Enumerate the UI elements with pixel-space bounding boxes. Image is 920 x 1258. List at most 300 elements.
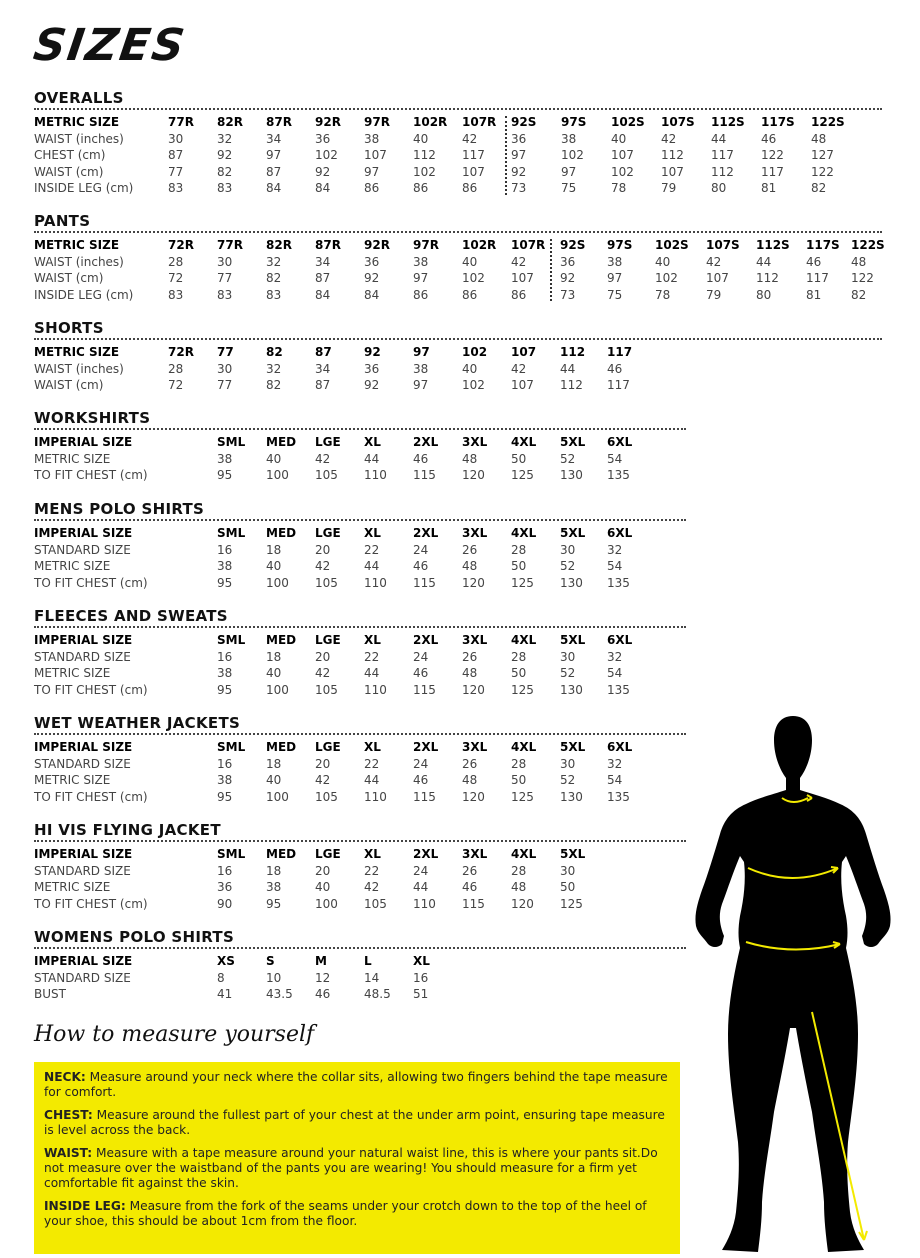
table-cell: 135	[607, 468, 630, 482]
row-label: IMPERIAL SIZE	[34, 435, 133, 449]
table-cell: 44	[364, 666, 380, 680]
table-cell: 115	[413, 468, 436, 482]
table-cell: 105	[315, 468, 338, 482]
table-cell: 125	[511, 789, 534, 804]
table-cell: 30	[560, 542, 576, 557]
table-cell: 42	[511, 254, 527, 269]
table-cell: 32	[217, 131, 233, 146]
table-cell: 6XL	[607, 633, 633, 647]
table-cell: 77	[217, 271, 233, 285]
table-cell: 42	[462, 131, 478, 146]
table-cell: 82	[217, 164, 233, 179]
table-cell: 22	[364, 756, 380, 771]
table-cell: 100	[266, 468, 289, 482]
table-cell: 36	[364, 361, 380, 376]
table-cell: 130	[560, 575, 583, 590]
table-cell: 112	[756, 271, 779, 285]
table-cell: 97R	[413, 238, 439, 252]
row-label: IMPERIAL SIZE	[34, 954, 133, 968]
table-cell: 80	[711, 181, 727, 195]
table-cell: 5XL	[560, 740, 586, 754]
table-cell: 26	[462, 756, 478, 771]
table-cell: 30	[168, 131, 184, 146]
table-cell: 22	[364, 542, 380, 557]
table-cell: 95	[217, 468, 233, 482]
table-cell: 125	[511, 468, 534, 482]
table-cell: 122	[811, 164, 834, 179]
table-cell: 122	[761, 148, 784, 162]
table-cell: 46	[413, 666, 429, 680]
table-cell: 92	[217, 148, 233, 162]
table-cell: MED	[266, 633, 297, 647]
table-cell: 87	[315, 378, 331, 392]
table-cell: 107R	[511, 238, 546, 252]
table-cell: 87	[315, 271, 331, 285]
table-cell: 82	[266, 345, 283, 359]
table-cell: 130	[560, 789, 583, 804]
row-label: METRIC SIZE	[34, 238, 120, 252]
row-label: METRIC SIZE	[34, 451, 111, 466]
table-cell: 97	[607, 271, 623, 285]
table-cell: 110	[364, 468, 387, 482]
table-cell: 48	[462, 559, 478, 573]
table-cell: 44	[364, 773, 380, 787]
table-cell: 120	[462, 468, 485, 482]
table-cell: 83	[266, 287, 282, 302]
row-label: INSIDE LEG (cm)	[34, 181, 134, 195]
table-cell: 115	[413, 575, 436, 590]
table-cell: 130	[560, 682, 583, 697]
table-cell: 135	[607, 682, 630, 697]
table-cell: 79	[706, 287, 722, 302]
table-cell: 28	[511, 649, 527, 664]
table-cell: 117	[806, 271, 829, 285]
table-cell: 40	[266, 451, 282, 466]
table-cell: 135	[607, 575, 630, 590]
table-cell: 3XL	[462, 435, 488, 449]
row-label: IMPERIAL SIZE	[34, 633, 133, 647]
table-cell: 46	[806, 254, 822, 269]
table-cell: 50	[511, 773, 527, 787]
table-cell: 120	[462, 789, 485, 804]
table-cell: 6XL	[607, 526, 633, 540]
table-cell: 52	[560, 559, 576, 573]
table-cell: 86	[462, 287, 478, 302]
table-cell: 102	[315, 148, 338, 162]
table-cell: 2XL	[413, 526, 439, 540]
table-cell: 54	[607, 666, 623, 680]
table-cell: 2XL	[413, 435, 439, 449]
table-row	[34, 558, 882, 575]
row-label: METRIC SIZE	[34, 773, 111, 787]
table-cell: 81	[761, 181, 777, 195]
table-cell: LGE	[315, 526, 341, 540]
row-label: TO FIT CHEST (cm)	[34, 682, 148, 697]
table-cell: 82	[811, 181, 827, 195]
table-cell: 87R	[266, 115, 292, 129]
table-cell: 78	[611, 181, 627, 195]
table-cell: 102S	[611, 115, 645, 129]
table-cell: 125	[560, 896, 583, 911]
table-cell: 24	[413, 863, 429, 878]
table-cell: 30	[560, 756, 576, 771]
table-cell: 30	[560, 649, 576, 664]
table-cell: 95	[266, 896, 282, 911]
table-cell: 46	[413, 773, 429, 787]
table-cell: S	[266, 954, 275, 968]
table-cell: 107	[462, 164, 485, 179]
table-cell: 120	[462, 682, 485, 697]
table-cell: 40	[611, 131, 627, 146]
table-cell: 97R	[364, 115, 390, 129]
table-cell: 34	[315, 361, 331, 376]
table-cell: 22	[364, 863, 380, 878]
table-cell: 72	[168, 271, 184, 285]
table-cell: 12	[315, 970, 331, 985]
row-label: METRIC SIZE	[34, 559, 111, 573]
table-cell: XL	[364, 740, 381, 754]
table-cell: 95	[217, 575, 233, 590]
table-row	[34, 164, 882, 181]
table-row	[34, 361, 882, 378]
table-cell: 100	[266, 682, 289, 697]
table-cell: 92S	[511, 115, 537, 129]
chest-instruction: CHEST: Measure around the fullest part of your chest at the under arm point, ensuring tape measure is level across the back.	[44, 1108, 665, 1137]
table-cell: 102	[413, 164, 436, 179]
table-cell: MED	[266, 435, 297, 449]
table-cell: 77R	[168, 115, 194, 129]
table-cell: 77	[217, 378, 233, 392]
table-cell: 48	[851, 254, 867, 269]
table-cell: 112	[661, 148, 684, 162]
table-cell: 75	[607, 287, 623, 302]
table-row	[34, 180, 882, 197]
table-cell: 8	[217, 970, 225, 985]
table-cell: 34	[315, 254, 331, 269]
table-cell: 44	[364, 559, 380, 573]
table-cell: 84	[364, 287, 380, 302]
table-cell: 87	[266, 164, 282, 179]
table-cell: 125	[511, 682, 534, 697]
table-cell: 5XL	[560, 633, 586, 647]
table-cell: 122S	[811, 115, 845, 129]
table-cell: 86	[462, 181, 478, 195]
table-cell: 38	[217, 773, 233, 787]
table-cell: 100	[266, 575, 289, 590]
size-table-overalls	[34, 88, 882, 197]
table-cell: 16	[217, 542, 233, 557]
table-cell: 82R	[266, 238, 292, 252]
table-cell: SML	[217, 633, 246, 647]
row-label: TO FIT CHEST (cm)	[34, 789, 148, 804]
table-cell: 115	[462, 896, 485, 911]
table-cell: 115	[413, 682, 436, 697]
table-cell: 42	[315, 559, 331, 573]
table-cell: 20	[315, 649, 331, 664]
table-cell: 95	[217, 682, 233, 697]
table-cell: 73	[511, 181, 527, 195]
table-cell: 107	[661, 164, 684, 179]
table-cell: 84	[266, 181, 282, 195]
table-cell: 6XL	[607, 740, 633, 754]
table-cell: 38	[561, 131, 577, 146]
table-cell: 52	[560, 666, 576, 680]
table-cell: 4XL	[511, 847, 537, 861]
table-cell: 50	[511, 666, 527, 680]
table-row	[34, 131, 882, 148]
table-cell: XL	[364, 633, 381, 647]
table-row	[34, 451, 882, 468]
table-cell: 112	[560, 378, 583, 392]
table-cell: 36	[560, 254, 576, 269]
table-cell: 54	[607, 451, 623, 466]
table-cell: 48	[462, 666, 478, 680]
row-label: WAIST (inches)	[34, 254, 124, 269]
table-cell: 112	[413, 148, 436, 162]
table-cell: 107	[511, 345, 537, 359]
table-cell: 36	[217, 880, 233, 894]
table-cell: 107	[611, 148, 634, 162]
table-cell: 130	[560, 468, 583, 482]
table-cell: 28	[168, 254, 184, 269]
table-cell: 117	[761, 164, 784, 179]
table-row	[34, 287, 882, 304]
table-cell: 26	[462, 863, 478, 878]
row-label: WAIST (cm)	[34, 164, 104, 179]
table-cell: 20	[315, 542, 331, 557]
inside-leg-instruction: INSIDE LEG: Measure from the fork of the seams under your crotch down to the top of the heel of your shoe, this should be about 1cm from the floor.	[44, 1199, 647, 1228]
table-cell: 10	[266, 970, 282, 985]
table-cell: 87	[315, 345, 332, 359]
table-cell: LGE	[315, 847, 341, 861]
row-label: METRIC SIZE	[34, 115, 120, 129]
table-cell: 43.5	[266, 987, 293, 1001]
table-cell: 26	[462, 542, 478, 557]
table-cell: 14	[364, 970, 380, 985]
table-cell: 75	[561, 181, 577, 195]
table-cell: 82	[266, 378, 282, 392]
section-title: WOMENS POLO SHIRTS	[34, 927, 686, 949]
table-cell: 30	[217, 361, 233, 376]
row-label: METRIC SIZE	[34, 666, 111, 680]
waist-instruction: WAIST: Measure with a tape measure around your natural waist line, this is where your pants sit.Do not measure over the waistband of the pants you are wearing! You should measure for a firm yet comfortable fit against the skin.	[44, 1146, 658, 1190]
table-cell: MED	[266, 526, 297, 540]
page-title: SIZES	[30, 20, 190, 71]
table-cell: 42	[364, 880, 380, 894]
table-cell: 95	[217, 789, 233, 804]
table-cell: 44	[756, 254, 772, 269]
table-cell: 2XL	[413, 847, 439, 861]
table-cell: 86	[413, 181, 429, 195]
table-cell: 18	[266, 542, 282, 557]
table-cell: 92	[560, 271, 576, 285]
table-cell: 44	[413, 880, 429, 894]
table-cell: 38	[217, 451, 233, 466]
row-label: WAIST (cm)	[34, 271, 104, 285]
table-cell: SML	[217, 435, 246, 449]
table-cell: 36	[315, 131, 331, 146]
table-cell: 42	[661, 131, 677, 146]
table-cell: 92	[364, 378, 380, 392]
table-cell: 92	[315, 164, 331, 179]
table-cell: 107	[511, 378, 534, 392]
table-cell: 105	[364, 896, 387, 911]
table-cell: 3XL	[462, 847, 488, 861]
table-row	[34, 575, 882, 592]
how-to-measure-heading: How to measure yourself	[34, 1022, 315, 1047]
table-cell: 50	[560, 880, 576, 894]
table-cell: 102R	[462, 238, 497, 252]
table-cell: 18	[266, 756, 282, 771]
table-cell: 38	[413, 361, 429, 376]
table-cell: 117	[607, 345, 633, 359]
table-cell: 2XL	[413, 740, 439, 754]
table-cell: 100	[266, 789, 289, 804]
table-row	[34, 542, 882, 559]
table-cell: 107R	[462, 115, 497, 129]
table-cell: 42	[315, 773, 331, 787]
table-cell: 97	[511, 148, 527, 162]
table-cell: 18	[266, 649, 282, 664]
table-cell: 32	[266, 254, 282, 269]
table-cell: 122S	[851, 238, 885, 252]
row-label: STANDARD SIZE	[34, 970, 131, 985]
table-cell: 54	[607, 559, 623, 573]
table-cell: 4XL	[511, 740, 537, 754]
table-cell: 127	[811, 148, 834, 162]
table-cell: 32	[266, 361, 282, 376]
table-cell: MED	[266, 847, 297, 861]
table-cell: 97	[266, 148, 282, 162]
table-cell: 46	[413, 451, 429, 466]
table-cell: 92	[511, 164, 527, 179]
table-cell: 36	[511, 131, 527, 146]
table-cell: 42	[706, 254, 722, 269]
table-cell: 110	[364, 789, 387, 804]
table-cell: 100	[315, 896, 338, 911]
row-label: STANDARD SIZE	[34, 756, 131, 771]
table-cell: SML	[217, 526, 246, 540]
table-cell: 117S	[761, 115, 795, 129]
row-label: INSIDE LEG (cm)	[34, 287, 134, 302]
table-cell: 77	[168, 164, 184, 179]
table-cell: 6XL	[607, 435, 633, 449]
table-cell: 52	[560, 451, 576, 466]
table-cell: 16	[413, 970, 429, 985]
row-label: IMPERIAL SIZE	[34, 740, 133, 754]
table-header-row	[34, 434, 882, 451]
size-table-pants	[34, 211, 885, 303]
table-cell: 40	[266, 559, 282, 573]
table-cell: 18	[266, 863, 282, 878]
table-cell: 87R	[315, 238, 341, 252]
row-label: CHEST (cm)	[34, 148, 106, 162]
size-table-fleeces-and-sweats	[34, 606, 882, 698]
table-cell: 72R	[168, 345, 194, 359]
table-cell: 105	[315, 789, 338, 804]
table-cell: 97	[561, 164, 577, 179]
table-cell: 3XL	[462, 526, 488, 540]
table-cell: 112	[560, 345, 586, 359]
table-cell: 97	[364, 164, 380, 179]
table-cell: 44	[560, 361, 576, 376]
row-label: METRIC SIZE	[34, 345, 120, 359]
table-cell: 28	[511, 756, 527, 771]
table-cell: 24	[413, 649, 429, 664]
row-label: STANDARD SIZE	[34, 863, 131, 878]
row-label: WAIST (inches)	[34, 361, 124, 376]
table-cell: XS	[217, 954, 235, 968]
table-cell: 41	[217, 987, 233, 1001]
table-header-row	[34, 525, 882, 542]
table-cell: 105	[315, 575, 338, 590]
table-cell: 51	[413, 987, 429, 1001]
table-cell: LGE	[315, 740, 341, 754]
table-cell: 97S	[607, 238, 633, 252]
table-cell: 92R	[315, 115, 341, 129]
table-cell: 110	[364, 682, 387, 697]
table-cell: 50	[511, 451, 527, 466]
regular-short-divider	[505, 116, 507, 195]
table-cell: 83	[217, 287, 233, 302]
table-cell: 48	[462, 773, 478, 787]
row-label: TO FIT CHEST (cm)	[34, 468, 148, 482]
table-cell: 117	[711, 148, 734, 162]
table-header-row	[34, 114, 882, 131]
table-cell: 38	[413, 254, 429, 269]
table-cell: 30	[560, 863, 576, 878]
table-cell: 32	[607, 649, 623, 664]
table-cell: 40	[462, 361, 478, 376]
table-cell: 48	[511, 880, 527, 894]
row-label: STANDARD SIZE	[34, 649, 131, 664]
table-cell: 117	[607, 378, 630, 392]
section-title: WORKSHIRTS	[34, 408, 686, 430]
size-table-workshirts	[34, 408, 882, 484]
table-cell: 16	[217, 756, 233, 771]
table-cell: 40	[266, 773, 282, 787]
table-cell: 82	[266, 271, 282, 285]
table-cell: 102S	[655, 238, 689, 252]
table-cell: 46	[761, 131, 777, 146]
table-cell: 48.5	[364, 987, 391, 1001]
table-cell: 92S	[560, 238, 586, 252]
section-title: HI VIS FLYING JACKET	[34, 820, 686, 842]
table-cell: 102	[611, 164, 634, 179]
table-cell: 38	[266, 880, 282, 894]
table-cell: 72	[168, 378, 184, 392]
table-cell: 120	[462, 575, 485, 590]
table-row	[34, 377, 882, 394]
section-title: WET WEATHER JACKETS	[34, 713, 686, 735]
table-cell: 50	[511, 559, 527, 573]
table-cell: 42	[511, 361, 527, 376]
table-cell: 84	[315, 181, 331, 195]
table-cell: 36	[364, 254, 380, 269]
table-cell: 112	[711, 164, 734, 179]
table-cell: 40	[315, 880, 331, 894]
table-cell: 46	[413, 559, 429, 573]
table-cell: 40	[462, 254, 478, 269]
neck-instruction: NECK: Measure around your neck where the collar sits, allowing two fingers behind the tape measure for comfort.	[44, 1070, 668, 1099]
body-measurement-silhouette	[688, 712, 898, 1258]
table-cell: 80	[756, 287, 772, 302]
table-cell: 38	[217, 666, 233, 680]
table-cell: 5XL	[560, 526, 586, 540]
table-row	[34, 682, 882, 699]
table-cell: 110	[364, 575, 387, 590]
table-cell: 97	[413, 345, 430, 359]
